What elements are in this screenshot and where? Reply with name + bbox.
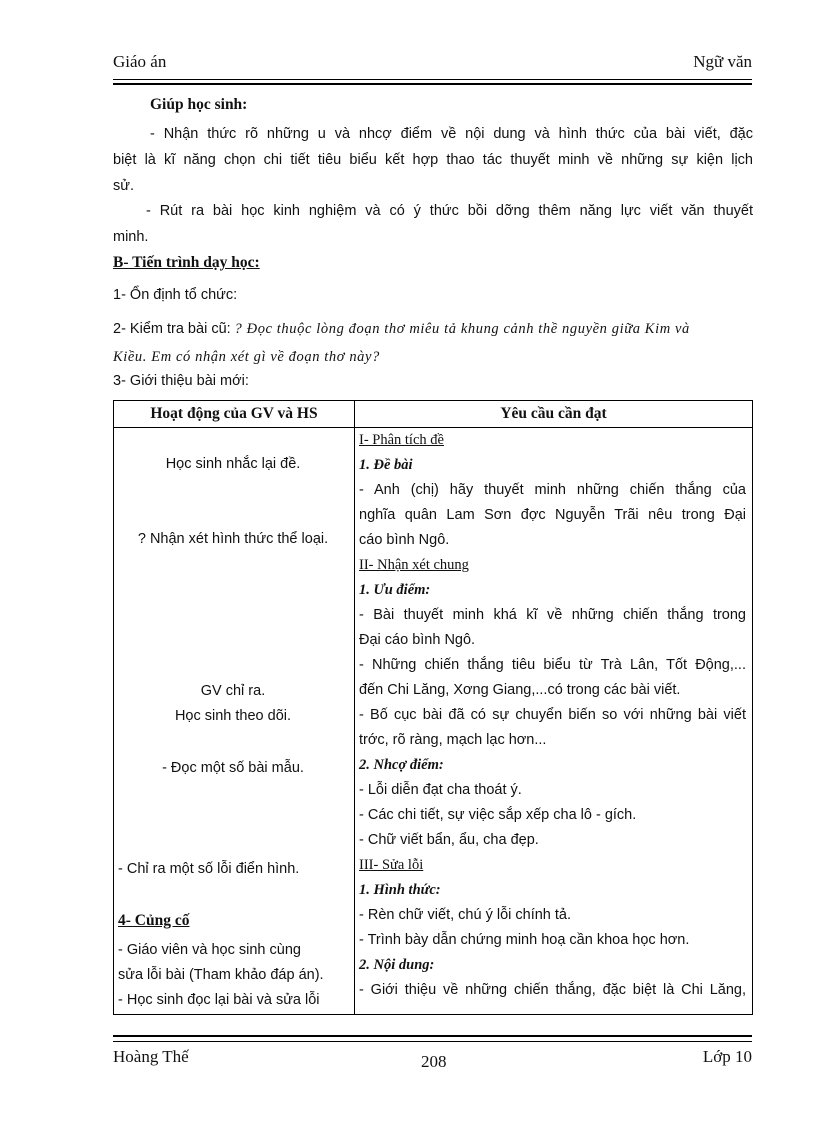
right-subheading: 1. Đề bài bbox=[359, 457, 413, 473]
left-line: - Học sinh đọc lại bài và sửa lỗi bbox=[118, 992, 320, 1008]
footer-class: Lớp 10 bbox=[702, 1047, 752, 1066]
intro-p2-line1: - Rút ra bài học kinh nghiệm và có ý thức bồi dỡng thêm năng lực viết văn thuyết bbox=[146, 203, 753, 219]
item-2-label: 2- Kiểm tra bài cũ: bbox=[113, 321, 231, 337]
left-line: sửa lỗi bài (Tham khảo đáp án). bbox=[118, 967, 324, 983]
intro-p1-line2: biệt là kĩ năng chọn chi tiết tiêu biểu kết hợp thao tác thuyết minh về những sự kiện lịch bbox=[113, 152, 753, 168]
right-line: đến Chi Lăng, Xơng Giang,...có trong các bài viết. bbox=[359, 682, 681, 698]
footer-rule-thick bbox=[113, 1035, 752, 1037]
right-subheading: 1. Ưu điểm: bbox=[359, 582, 431, 598]
right-line: cáo bình Ngô. bbox=[359, 532, 450, 548]
right-line: - Rèn chữ viết, chú ý lỗi chính tả. bbox=[359, 907, 571, 923]
right-line: Đại cáo bình Ngô. bbox=[359, 632, 476, 648]
left-line: GV chỉ ra. bbox=[200, 683, 266, 699]
right-line: - Các chi tiết, sự việc sắp xếp cha lô - gích. bbox=[359, 807, 637, 823]
right-line: - Những chiến thắng tiêu biểu từ Trà Lân, Tốt Động,... bbox=[359, 657, 746, 673]
right-subheading: 1. Hình thức: bbox=[359, 882, 441, 898]
right-section-heading: II- Nhận xét chung bbox=[359, 557, 469, 573]
right-subheading: 2. Nhcợ điểm: bbox=[359, 757, 444, 773]
right-line: nghĩa quân Lam Sơn đợc Nguyễn Trãi nêu trong Đại bbox=[359, 507, 746, 523]
right-line: - Trình bày dẫn chứng minh hoạ cần khoa học hơn. bbox=[359, 932, 690, 948]
header-rule-thick bbox=[113, 83, 752, 85]
consolidation-heading: 4- Củng cố bbox=[118, 912, 190, 929]
left-line: - Giáo viên và học sinh cùng bbox=[118, 942, 301, 958]
left-line: ? Nhận xét hình thức thể loại. bbox=[137, 531, 329, 547]
right-section-heading: I- Phân tích đề bbox=[359, 432, 444, 448]
page-number: 208 bbox=[421, 1052, 447, 1071]
section-b-item-1: 1- Ổn định tổ chức: bbox=[113, 287, 238, 303]
intro-p2-line2: minh. bbox=[113, 229, 149, 245]
activities-cell bbox=[114, 428, 355, 1015]
footer-author: Hoàng Thế bbox=[113, 1047, 189, 1066]
right-line: - Lỗi diễn đạt cha thoát ý. bbox=[359, 782, 522, 798]
header-left: Giáo án bbox=[113, 52, 167, 71]
col-header-activities: Hoạt động của GV và HS bbox=[114, 401, 355, 428]
right-line: - Anh (chị) hãy thuyết minh những chiến thắng của bbox=[359, 482, 746, 498]
section-b-item-2 bbox=[113, 316, 690, 342]
left-line: Học sinh nhắc lại đề. bbox=[165, 456, 301, 472]
intro-heading: Giúp học sinh: bbox=[150, 96, 248, 113]
right-line: - Bố cục bài đã có sự chuyển biến so với những bài viết bbox=[359, 707, 746, 723]
lesson-table bbox=[113, 400, 753, 1015]
header-right: Ngữ văn bbox=[693, 52, 752, 71]
left-line: Học sinh theo dõi. bbox=[174, 708, 292, 724]
intro-p1-line1: - Nhận thức rõ những u và nhcợ điểm về nội dung và hình thức của bài viết, đặc bbox=[150, 126, 753, 142]
left-line: - Đọc một số bài mẫu. bbox=[162, 760, 304, 776]
right-line: trớc, rõ ràng, mạch lạc hơn... bbox=[359, 732, 547, 748]
right-line: - Giới thiệu về những chiến thắng, đặc biệt là Chi Lăng, bbox=[359, 982, 746, 998]
right-line: - Bài thuyết minh khá kĩ về những chiến thắng trong bbox=[359, 607, 746, 623]
footer-rule bbox=[113, 1041, 752, 1042]
intro-paragraph-1 bbox=[113, 121, 753, 199]
intro-p1-line3: sử. bbox=[113, 178, 134, 194]
intro-paragraph-2 bbox=[113, 198, 753, 250]
section-b-item-3: 3- Giới thiệu bài mới: bbox=[113, 373, 249, 389]
right-section-heading: III- Sửa lỗi bbox=[359, 857, 424, 873]
header-rule bbox=[113, 79, 752, 80]
col-header-requirements: Yêu cầu cần đạt bbox=[355, 401, 753, 428]
right-line: - Chữ viết bẩn, ẩu, cha đẹp. bbox=[359, 832, 539, 848]
left-line: - Chỉ ra một số lỗi điển hình. bbox=[118, 861, 300, 877]
right-subheading: 2. Nội dung: bbox=[359, 957, 435, 973]
requirements-cell bbox=[355, 428, 753, 1015]
item-2-question-line-2: Kiều. Em có nhận xét gì về đoạn thơ này? bbox=[113, 349, 380, 365]
section-b-heading: B- Tiến trình dạy học: bbox=[113, 254, 260, 271]
item-2-question-line-1: ? Đọc thuộc lòng đoạn thơ miêu tả khung cảnh thề nguyền giữa Kim và bbox=[234, 321, 690, 337]
